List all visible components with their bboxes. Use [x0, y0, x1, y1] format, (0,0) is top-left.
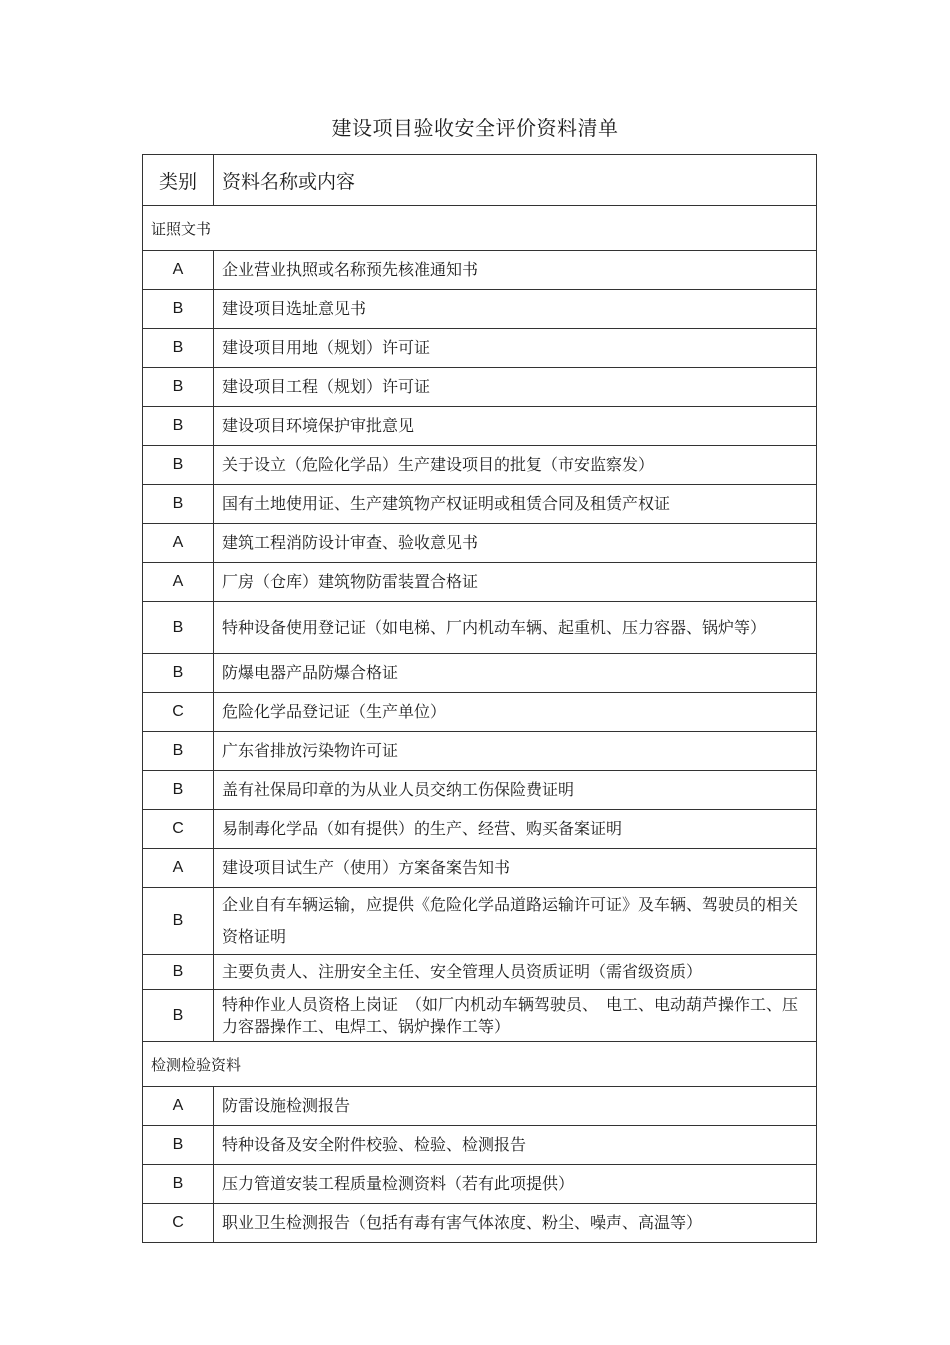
table-header-row [143, 155, 817, 206]
content-cell: 建筑工程消防设计审查、验收意见书 [214, 524, 817, 563]
category-cell: A [143, 1087, 214, 1126]
table-row [143, 563, 817, 602]
category-cell: C [143, 810, 214, 849]
table-row [143, 407, 817, 446]
content-cell: 厂房（仓库）建筑物防雷装置合格证 [214, 563, 817, 602]
category-cell: C [143, 1204, 214, 1243]
category-cell: B [143, 771, 214, 810]
table-row [143, 446, 817, 485]
materials-table [142, 154, 817, 1243]
header-content: 资料名称或内容 [214, 155, 817, 206]
content-cell: 主要负责人、注册安全主任、安全管理人员资质证明（需省级资质） [214, 955, 817, 990]
content-cell: 防爆电器产品防爆合格证 [214, 654, 817, 693]
content-cell: 企业营业执照或名称预先核准通知书 [214, 251, 817, 290]
content-cell: 建设项目用地（规划）许可证 [214, 329, 817, 368]
category-cell: B [143, 990, 214, 1042]
table-row [143, 654, 817, 693]
table-row [143, 251, 817, 290]
table-row [143, 849, 817, 888]
category-cell: B [143, 485, 214, 524]
table-row [143, 329, 817, 368]
content-cell: 广东省排放污染物许可证 [214, 732, 817, 771]
category-cell: B [143, 955, 214, 990]
content-cell: 建设项目环境保护审批意见 [214, 407, 817, 446]
category-cell: B [143, 1126, 214, 1165]
content-cell: 企业自有车辆运输，应提供《危险化学品道路运输许可证》及车辆、驾驶员的相关资格证明 [214, 888, 817, 955]
content-cell: 防雷设施检测报告 [214, 1087, 817, 1126]
content-cell: 压力管道安装工程质量检测资料（若有此项提供） [214, 1165, 817, 1204]
table-row [143, 771, 817, 810]
content-cell: 特种设备及安全附件校验、检验、检测报告 [214, 1126, 817, 1165]
table-row [143, 1126, 817, 1165]
content-cell: 危险化学品登记证（生产单位） [214, 693, 817, 732]
table-row [143, 1204, 817, 1243]
category-cell: A [143, 251, 214, 290]
category-cell: A [143, 849, 214, 888]
content-cell: 易制毒化学品（如有提供）的生产、经营、购买备案证明 [214, 810, 817, 849]
content-cell: 关于设立（危险化学品）生产建设项目的批复（市安监察发） [214, 446, 817, 485]
table-row [143, 1165, 817, 1204]
table-row [143, 602, 817, 654]
category-cell: B [143, 888, 214, 955]
category-cell: C [143, 693, 214, 732]
section-header-row [143, 1042, 817, 1087]
table-row [143, 290, 817, 329]
table-row [143, 732, 817, 771]
category-cell: B [143, 1165, 214, 1204]
table-row [143, 693, 817, 732]
category-cell: B [143, 407, 214, 446]
content-cell: 特种作业人员资格上岗证 （如厂内机动车辆驾驶员、 电工、电动葫芦操作工、压力容器操作工、电焊工、锅炉操作工等） [214, 990, 817, 1042]
category-cell: B [143, 732, 214, 771]
content-cell: 特种设备使用登记证（如电梯、厂内机动车辆、起重机、压力容器、锅炉等） [214, 602, 817, 654]
table-row [143, 810, 817, 849]
table-row [143, 1087, 817, 1126]
table-row [143, 524, 817, 563]
category-cell: B [143, 654, 214, 693]
content-cell: 国有土地使用证、生产建筑物产权证明或租赁合同及租赁产权证 [214, 485, 817, 524]
table-row [143, 990, 817, 1042]
table-row [143, 368, 817, 407]
category-cell: B [143, 446, 214, 485]
content-cell: 盖有社保局印章的为从业人员交纳工伤保险费证明 [214, 771, 817, 810]
category-cell: B [143, 368, 214, 407]
content-cell: 建设项目试生产（使用）方案备案告知书 [214, 849, 817, 888]
table-row [143, 955, 817, 990]
content-cell: 建设项目选址意见书 [214, 290, 817, 329]
section-name: 证照文书 [143, 206, 817, 251]
category-cell: B [143, 290, 214, 329]
section-name: 检测检验资料 [143, 1042, 817, 1087]
category-cell: B [143, 602, 214, 654]
document-title: 建设项目验收安全评价资料清单 [331, 116, 619, 140]
category-cell: B [143, 329, 214, 368]
category-cell: A [143, 524, 214, 563]
content-cell: 建设项目工程（规划）许可证 [214, 368, 817, 407]
content-cell: 职业卫生检测报告（包括有毒有害气体浓度、粉尘、噪声、高温等） [214, 1204, 817, 1243]
category-cell: A [143, 563, 214, 602]
header-category: 类别 [143, 155, 214, 206]
section-header-row [143, 206, 817, 251]
table-row [143, 485, 817, 524]
table-row [143, 888, 817, 955]
